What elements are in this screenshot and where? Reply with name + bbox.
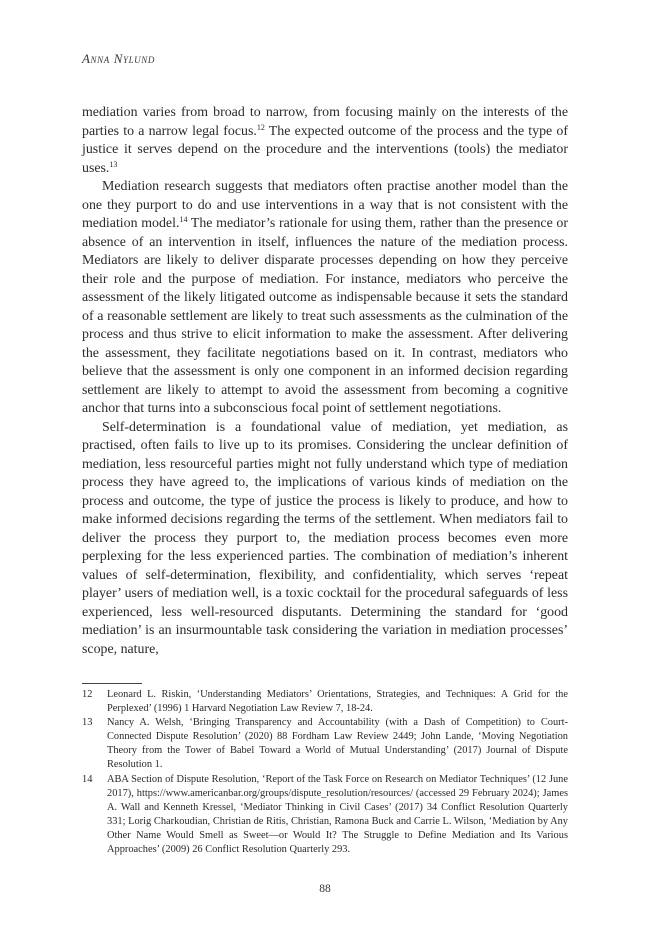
footnote-text: Nancy A. Welsh, ‘Bringing Transparency and Accountability (with a Dash of Competition) to Court-Connected Dispute Resolution’ (2020) 88 Fordham Law Review 2449; John Lande, ‘Moving Negotiation Theory from the Tower of Babel Toward a World of Mutual Understanding’ (2017) Journal of Dispute Resolution 1. xyxy=(107,717,568,771)
footnote-divider xyxy=(82,683,142,684)
footnote-ref-14[interactable]: 14 xyxy=(179,215,188,224)
main-text xyxy=(82,104,568,659)
paragraph-1-text-b: The expected outcome of the process and the type of justice it serves depend on the procedure and the interventions (tools) the mediator uses. xyxy=(82,123,568,176)
paragraph-1 xyxy=(82,104,568,178)
paragraph-2 xyxy=(82,178,568,419)
footnote-number: 13 xyxy=(82,717,93,729)
footnote-number: 14 xyxy=(82,773,93,785)
footnote-13 xyxy=(82,716,568,772)
paragraph-3: Self-determination is a foundational value of mediation, yet mediation, as practised, often fails to live up to its promises. Considering the unclear definition of mediation, less resourceful parties might not fully understand which type of mediation process they have agreed to, the implications of various kinds of mediation on the process and outcome, the type of justice the process is likely to produce, and how to make informed decisions regarding the terms of the settlement. When mediators fail to deliver the process they purport to, the mediation process becomes even more perplexing for the less experienced parties. The combination of mediation’s inherent values of self-determination, flexibility, and confidentiality, which serves ‘repeat player’ users of mediation well, is a toxic cocktail for the procedural safeguards of less experienced, less well-resourced disputants. Determining the standard for ‘good mediation’ is an insurmountable task considering the variation in mediation processes’ scope, nature, xyxy=(82,419,568,657)
paragraph-1-text-a: mediation varies from broad to narrow, from focusing mainly on the interests of the parties to a narrow legal focus. xyxy=(82,105,568,139)
footnote-ref-12[interactable]: 12 xyxy=(256,122,265,132)
footnote-14 xyxy=(82,773,568,858)
running-head: Anna Nylund xyxy=(82,51,155,66)
paragraph-2-text-b: The mediator’s rationale for using them, rather than the presence or absence of an intervention in itself, influences the nature of the mediation process. Mediators are likely to deliver disparate processes depending on how they perceive their role and the purpose of mediation. For instance, mediators who perceive the assessment of the likely litigated outcome as indispensable because it sets the standard of a reasonable settlement are likely to treat such assessments as the culmination of the process and thus strive to elicit information to make the assessment. After delivering the assessment, they facilitate negotiations based on it. In contrast, mediators who believe that the assessment is only one component in an informed decision regarding settlement are likely to attempt to avoid the assessment from becoming a cognitive anchor that turns into a subconscious focal point of settlement negotiations. xyxy=(82,216,568,416)
page-number: 88 xyxy=(319,883,331,895)
footnote-ref-13[interactable]: 13 xyxy=(109,159,118,169)
footnote-text: Leonard L. Riskin, ‘Understanding Mediators’ Orientations, Strategies, and Techniques: A Grid for the Perplexed’ (1996) 1 Harvard Negotiation Law Review 7, 18-24. xyxy=(107,689,568,715)
footnotes xyxy=(82,688,568,857)
footnote-text: ABA Section of Dispute Resolution, ‘Report of the Task Force on Research on Mediator Techniques’ (12 June 2017), https://www.americanbar.org/groups/dispute_resolution/resources/ (accessed 29 February 2024); James A. Wall and Kenneth Kressel, ‘Mediator Thinking in Civil Cases’ (2017) 34 Conflict Resolution Quarterly 331; Lorig Charkoudian, Christian de Ritis, Christian, Ramona Buck and Carrie L. Wilson, ‘Mediation by Any Other Name Would Smell as Sweet—or Would It? The Struggle to Define Mediation and Its Various Approaches’ (2009) 26 Conflict Resolution Quarterly 293. xyxy=(107,773,568,856)
footnote-12 xyxy=(82,688,568,716)
paragraph-2-text-a: Mediation research suggests that mediators often practise another model than the one they purport to do and use interventions in a way that is not consistent with the mediation model. xyxy=(82,179,568,231)
footnote-number: 12 xyxy=(82,689,93,700)
